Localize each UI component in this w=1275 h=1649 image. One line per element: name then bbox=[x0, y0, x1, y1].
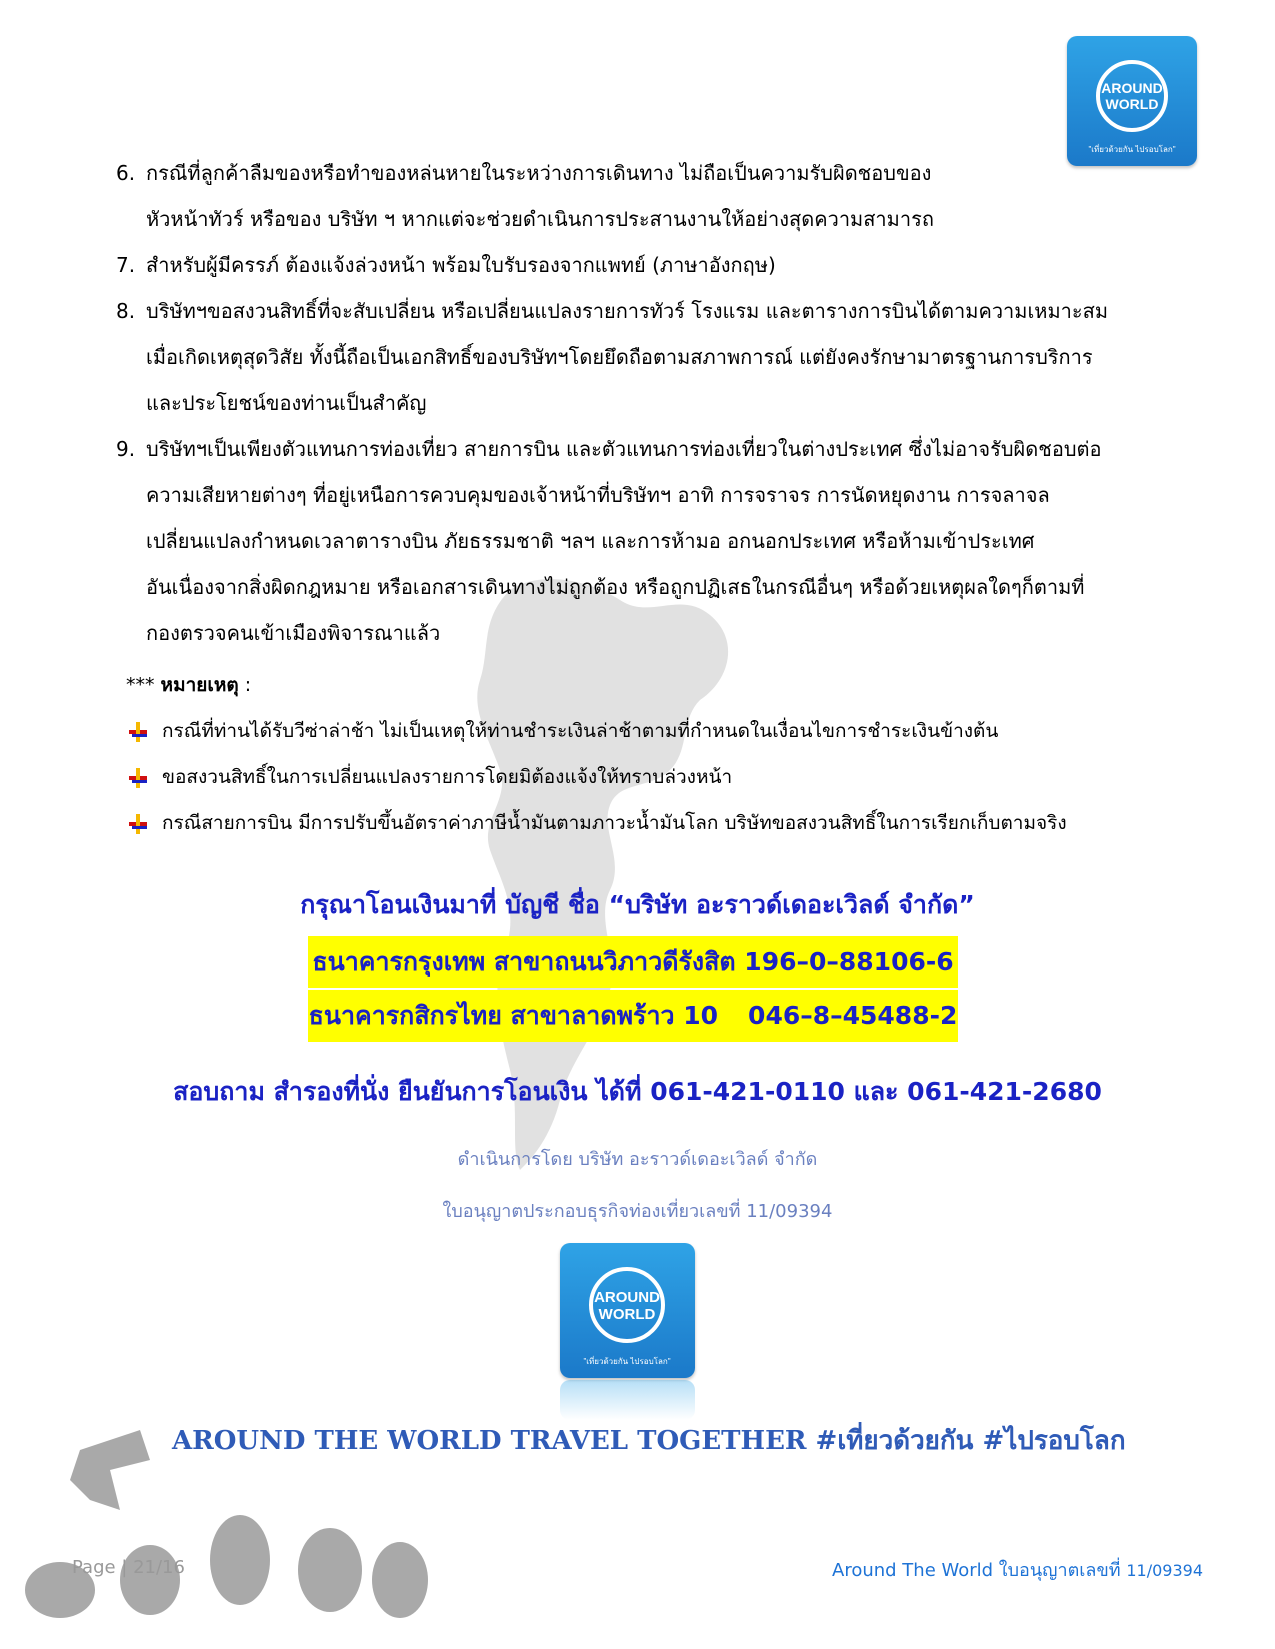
notes-title: *** หมายเหตุ : bbox=[126, 674, 252, 696]
note-item bbox=[126, 800, 1206, 846]
condition-item-7 bbox=[116, 242, 1206, 288]
cross-bullet-icon bbox=[126, 811, 150, 835]
bank-account-bangkok-bank: ธนาคารกรุงเทพ สาขาถนนวิภาวดีรังสิต 196–0–88106-6 bbox=[308, 936, 958, 988]
note-text: กรณีสายการบิน มีการปรับขึ้นอัตราค่าภาษีน้ำมันตามภาวะน้ำมันโลก บริษัทขอสงวนสิทธิ์ในการเรียกเก็บตามจริง bbox=[162, 812, 1067, 834]
svg-text:"เที่ยวด้วยกัน ไปรอบโลก": "เที่ยวด้วยกัน ไปรอบโลก" bbox=[1088, 145, 1176, 154]
contact-phone-line: สอบถาม สำรองที่นั่ง ยืนยันการโอนเงิน ได้ที่ 061-421-0110 และ 061-421-2680 bbox=[173, 1077, 1102, 1106]
note-text: กรณีที่ท่านได้รับวีซ่าล่าช้า ไม่เป็นเหตุให้ท่านชำระเงินล่าช้าตามที่กำหนดในเงื่อนไขการชำระเงินข้างต้น bbox=[162, 720, 999, 742]
svg-text:"เที่ยวด้วยกัน ไปรอบโลก": "เที่ยวด้วยกัน ไปรอบโลก" bbox=[583, 1357, 671, 1366]
condition-line: อันเนื่องจากสิ่งผิดกฎหมาย หรือเอกสารเดินทางไม่ถูกต้อง หรือถูกปฏิเสธในกรณีอื่นๆ หรือด้วยเหตุผลใดๆก็ตามที่ bbox=[146, 575, 1085, 599]
condition-line: บริษัทฯขอสงวนสิทธิ์ที่จะสับเปลี่ยน หรือเปลี่ยนแปลงรายการทัวร์ โรงแรม และตารางการบินได้ตามความเหมาะสม bbox=[146, 299, 1109, 323]
bank-name: ธนาคารกสิกรไทย สาขาลาดพร้าว 10 bbox=[308, 1001, 719, 1030]
condition-line: กองตรวจคนเข้าเมืองพิจารณาแล้ว bbox=[146, 621, 441, 645]
svg-text:AROUND: AROUND bbox=[594, 1289, 660, 1306]
condition-number: 9. bbox=[116, 437, 136, 461]
around-the-world-logo-center bbox=[560, 1243, 695, 1378]
license-line: ใบอนุญาตประกอบธุรกิจท่องเที่ยวเลขที่ 11/09394 bbox=[442, 1201, 833, 1222]
footer-company-license: Around The World ใบอนุญาตเลขที่ 11/09394 bbox=[832, 1560, 1203, 1581]
note-item bbox=[126, 754, 1206, 800]
note-item bbox=[126, 708, 1206, 754]
logo-reflection bbox=[560, 1380, 695, 1420]
page-number: Page | 21/16 bbox=[72, 1557, 185, 1578]
condition-item-6 bbox=[116, 150, 1206, 242]
condition-line: เมื่อเกิดเหตุสุดวิสัย ทั้งนี้ถือเป็นเอกสิทธิ์ของบริษัทฯโดยยึดถือตามสภาพการณ์ แต่ยังคงรักษามาตรฐานการบริการ bbox=[146, 345, 1093, 369]
notes-section bbox=[126, 668, 1206, 846]
condition-line: และประโยชน์ของท่านเป็นสำคัญ bbox=[146, 391, 427, 415]
operator-line: ดำเนินการโดย บริษัท อะราวด์เดอะเวิลด์ จำกัด bbox=[457, 1149, 818, 1170]
condition-number: 7. bbox=[116, 253, 136, 277]
cross-bullet-icon bbox=[126, 719, 150, 743]
svg-text:WORLD: WORLD bbox=[598, 1306, 656, 1323]
transfer-instruction: กรุณาโอนเงินมาที่ บัญชี ชื่อ “บริษัท อะราวด์เดอะเวิลด์ จำกัด” bbox=[300, 890, 975, 919]
svg-text:WORLD: WORLD bbox=[1105, 96, 1159, 112]
note-text: ขอสงวนสิทธิ์ในการเปลี่ยนแปลงรายการโดยมิต้องแจ้งให้ทราบล่วงหน้า bbox=[162, 766, 733, 788]
slogan: AROUND THE WORLD TRAVEL TOGETHER #เที่ยวด้วยกัน #ไปรอบโลก bbox=[172, 1426, 1126, 1456]
around-the-world-logo bbox=[1067, 36, 1197, 166]
condition-line: บริษัทฯเป็นเพียงตัวแทนการท่องเที่ยว สายการบิน และตัวแทนการท่องเที่ยวในต่างประเทศ ซึ่งไม่อาจรับผิดชอบต่อ bbox=[146, 437, 1102, 461]
conditions-list bbox=[116, 150, 1206, 656]
condition-line: หัวหน้าทัวร์ หรือของ บริษัท ฯ หากแต่จะช่วยดำเนินการประสานงานให้อย่างสุดความสามารถ bbox=[146, 207, 934, 231]
condition-item-8 bbox=[116, 288, 1206, 426]
condition-line: สำหรับผู้มีครรภ์ ต้องแจ้งล่วงหน้า พร้อมใบรับรองจากแพทย์ (ภาษาอังกฤษ) bbox=[146, 253, 776, 277]
condition-line: ความเสียหายต่างๆ ที่อยู่เหนือการควบคุมของเจ้าหน้าที่บริษัทฯ อาทิ การจราจร การนัดหยุดงาน การจลาจล bbox=[146, 483, 1050, 507]
condition-line: เปลี่ยนแปลงกำหนดเวลาตารางบิน ภัยธรรมชาติ ฯลฯ และการห้ามอ อกนอกประเทศ หรือห้ามเข้าประเทศ bbox=[146, 529, 1035, 553]
condition-line: กรณีที่ลูกค้าลืมของหรือทำของหล่นหายในระหว่างการเดินทาง ไม่ถือเป็นความรับผิดชอบของ bbox=[146, 161, 932, 185]
cross-bullet-icon bbox=[126, 765, 150, 789]
condition-item-9 bbox=[116, 426, 1206, 656]
condition-number: 8. bbox=[116, 299, 136, 323]
bank-account-kasikorn bbox=[308, 990, 958, 1042]
condition-number: 6. bbox=[116, 161, 136, 185]
svg-text:AROUND: AROUND bbox=[1101, 80, 1163, 96]
account-number: 046–8–45488-2 bbox=[748, 1001, 958, 1030]
